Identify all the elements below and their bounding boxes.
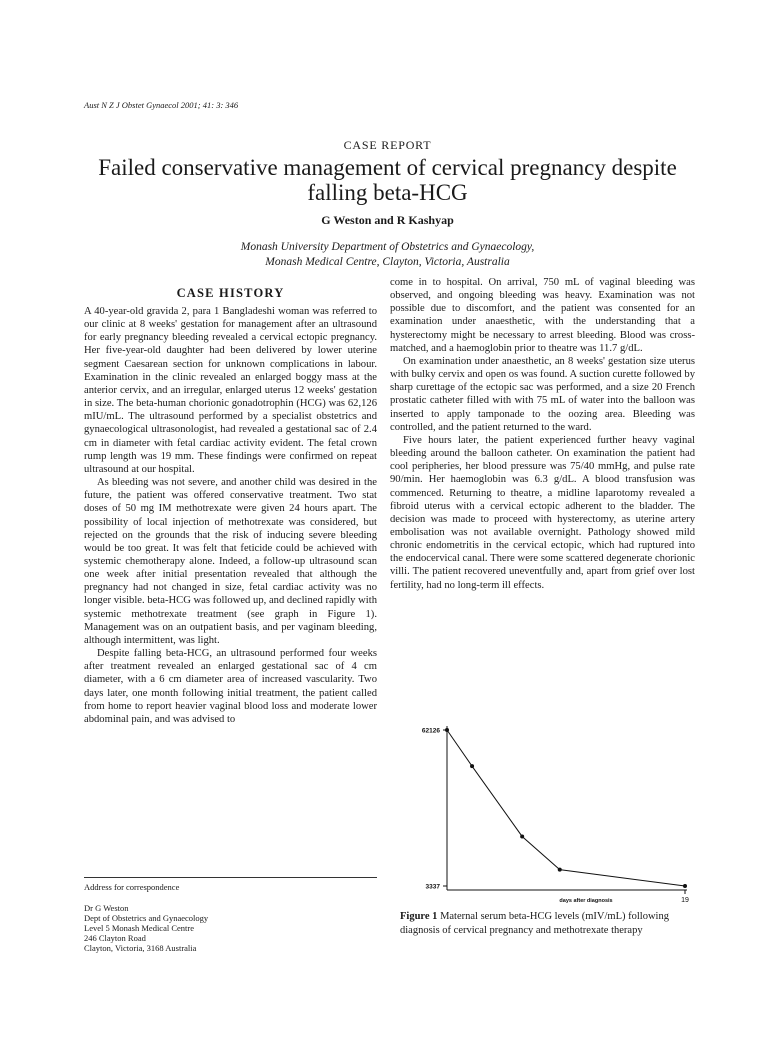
- data-point: [558, 868, 562, 872]
- figure-caption-text: Maternal serum beta-HCG levels (mIV/mL) following diagnosis of cervical pregnancy and methotrexate therapy: [400, 911, 669, 936]
- section-heading-case-history: CASE HISTORY: [176, 286, 285, 300]
- left-column: [84, 305, 377, 726]
- affiliation-line: Monash University Department of Obstetrics and Gynaecology,: [240, 241, 535, 253]
- x-axis-label: days after diagnosis: [559, 898, 613, 904]
- y-tick-label: 62126: [421, 727, 440, 735]
- body-paragraph: As bleeding was not severe, and another child was desired in the future, the patient was offered conservative treatment. Two stat doses of 50 mg IM methotrexate were given 24 hours apart. The possibility of local injection of methotrexate was considered, but rejected on the grounds that the risk of inducing severe bleeding would be too great. It was felt that feticide could be achieved with systemic chemotherapy alone. Indeed, a follow-up ultrasound scan one week after initial presentation revealed that although the pregnancy had not changed in size, fetal cardiac activity was no longer visible. beta-HCG was followed up, and declined rapidly with systemic methotrexate treatment (see graph in Figure 1). Management was on an outpatient basis, and per vaginam bleeding, although intermittent, was light.: [84, 477, 377, 646]
- y-tick-label: 3337: [425, 883, 440, 891]
- correspondence-address: [84, 903, 208, 953]
- data-point: [683, 884, 687, 888]
- journal-reference: Aust N Z J Obstet Gynaecol 2001; 41: 3: 346: [84, 100, 239, 110]
- figure-caption: [400, 910, 690, 937]
- right-column: [390, 276, 695, 592]
- body-paragraph: Five hours later, the patient experienced further heavy vaginal bleeding around the balloon catheter. On examination the patient had cool peripheries, her blood pressure was 75/40 mmHg, and pulse rate 90/min. Her haemoglobin was 6.3 g/dL. A blood transfusion was commenced. Returning to theatre, a midline laparotomy revealed a fibroid uterus with a cervical ectopic adherent to the bladder. The decision was made to proceed with hysterectomy, as uterine artery embolisation was not available overnight. Pathology showed mild chronic endometritis in the cervical ectopic, which had ruptured into the endocervical canal. There were some scattered degenerate chorionic villi. The patient recovered uneventfully and, apart from grief over lost fertility, had no long-term ill effects.: [390, 434, 695, 591]
- footnote-divider: [84, 877, 377, 878]
- article-type-label: CASE REPORT: [343, 138, 432, 152]
- correspondence-line: Dept of Obstetrics and Gynaecology: [84, 913, 209, 923]
- data-point: [470, 764, 474, 768]
- article-title: Failed conservative management of cervical pregnancy despite falling beta-HCG: [98, 155, 677, 205]
- correspondence-line: 246 Clayton Road: [84, 933, 146, 943]
- data-point: [445, 728, 449, 732]
- data-point: [520, 834, 524, 838]
- series-line: [447, 730, 685, 886]
- body-paragraph: A 40-year-old gravida 2, para 1 Bangladeshi woman was referred to our clinic at 8 weeks' gestation for management after an ultrasound for early pregnancy bleeding revealed a cervical ectopic pregnancy. Her five-year-old daughter had been delivered by lower uterine segment Caesarean section for unknown complications in labour. Examination in the clinic revealed an enlarged boggy mass at the anterior cervix, and an irregular, enlarged uterus 12 weeks' gestation in size. The beta-human chorionic gonadotrophin (HCG) was 62,126 mIU/mL. The ultrasound performed by a specialist obstetrics and gynaecological ultrasonologist, had revealed a gestational sac of 2.4 cm in diameter with fetal cardiac activity evident. The fetal crown rump length was 19 mm. These findings were confirmed on repeat ultrasound at our hospital.: [84, 306, 377, 475]
- correspondence-line: Level 5 Monash Medical Centre: [84, 923, 194, 933]
- x-tick-label: 19: [681, 897, 689, 904]
- figure-caption-label: Figure 1: [400, 911, 438, 922]
- affiliation-line: Monash Medical Centre, Clayton, Victoria, Australia: [265, 256, 510, 268]
- body-paragraph: On examination under anaesthetic, an 8 weeks' gestation size uterus with bulky cervix and open os was found. A suction curette followed by sharp curettage of the ectopic sac was performed, and a size 20 French prostatic catheter filled with with 75 mL of water into the balloon was inserted to apply tamponade to the oozing area. Bleeding was controlled, and the patient returned to the ward.: [390, 355, 695, 433]
- correspondence-heading: Address for correspondence: [84, 882, 180, 892]
- body-paragraph: come in to hospital. On arrival, 750 mL of vaginal bleeding was observed, and ongoing bleeding was heavy. Examination was not possible due to discomfort, and the patient was consented for an examination under anaesthetic, with the understanding that a hysterectomy might be necessary to arrest bleeding. Blood was cross-matched, and a haemoglobin prior to theatre was 11.7 g/dL.: [390, 277, 695, 354]
- author-affiliation: [0, 240, 775, 270]
- correspondence-name: Dr G Weston: [84, 903, 129, 913]
- body-paragraph: Despite falling beta-HCG, an ultrasound performed four weeks after treatment revealed an enlarged gestational sac of 4 cm diameter, with a 6 cm diameter area of increased vascularity. Two days later, one month following initial treatment, the patient called from home to report heavier vaginal blood loss and moderate lower abdominal pain, and was advised to: [84, 648, 377, 725]
- correspondence-line: Clayton, Victoria, 3168 Australia: [84, 943, 197, 953]
- hcg-line-chart: [395, 718, 700, 908]
- article-authors: G Weston and R Kashyap: [321, 213, 454, 227]
